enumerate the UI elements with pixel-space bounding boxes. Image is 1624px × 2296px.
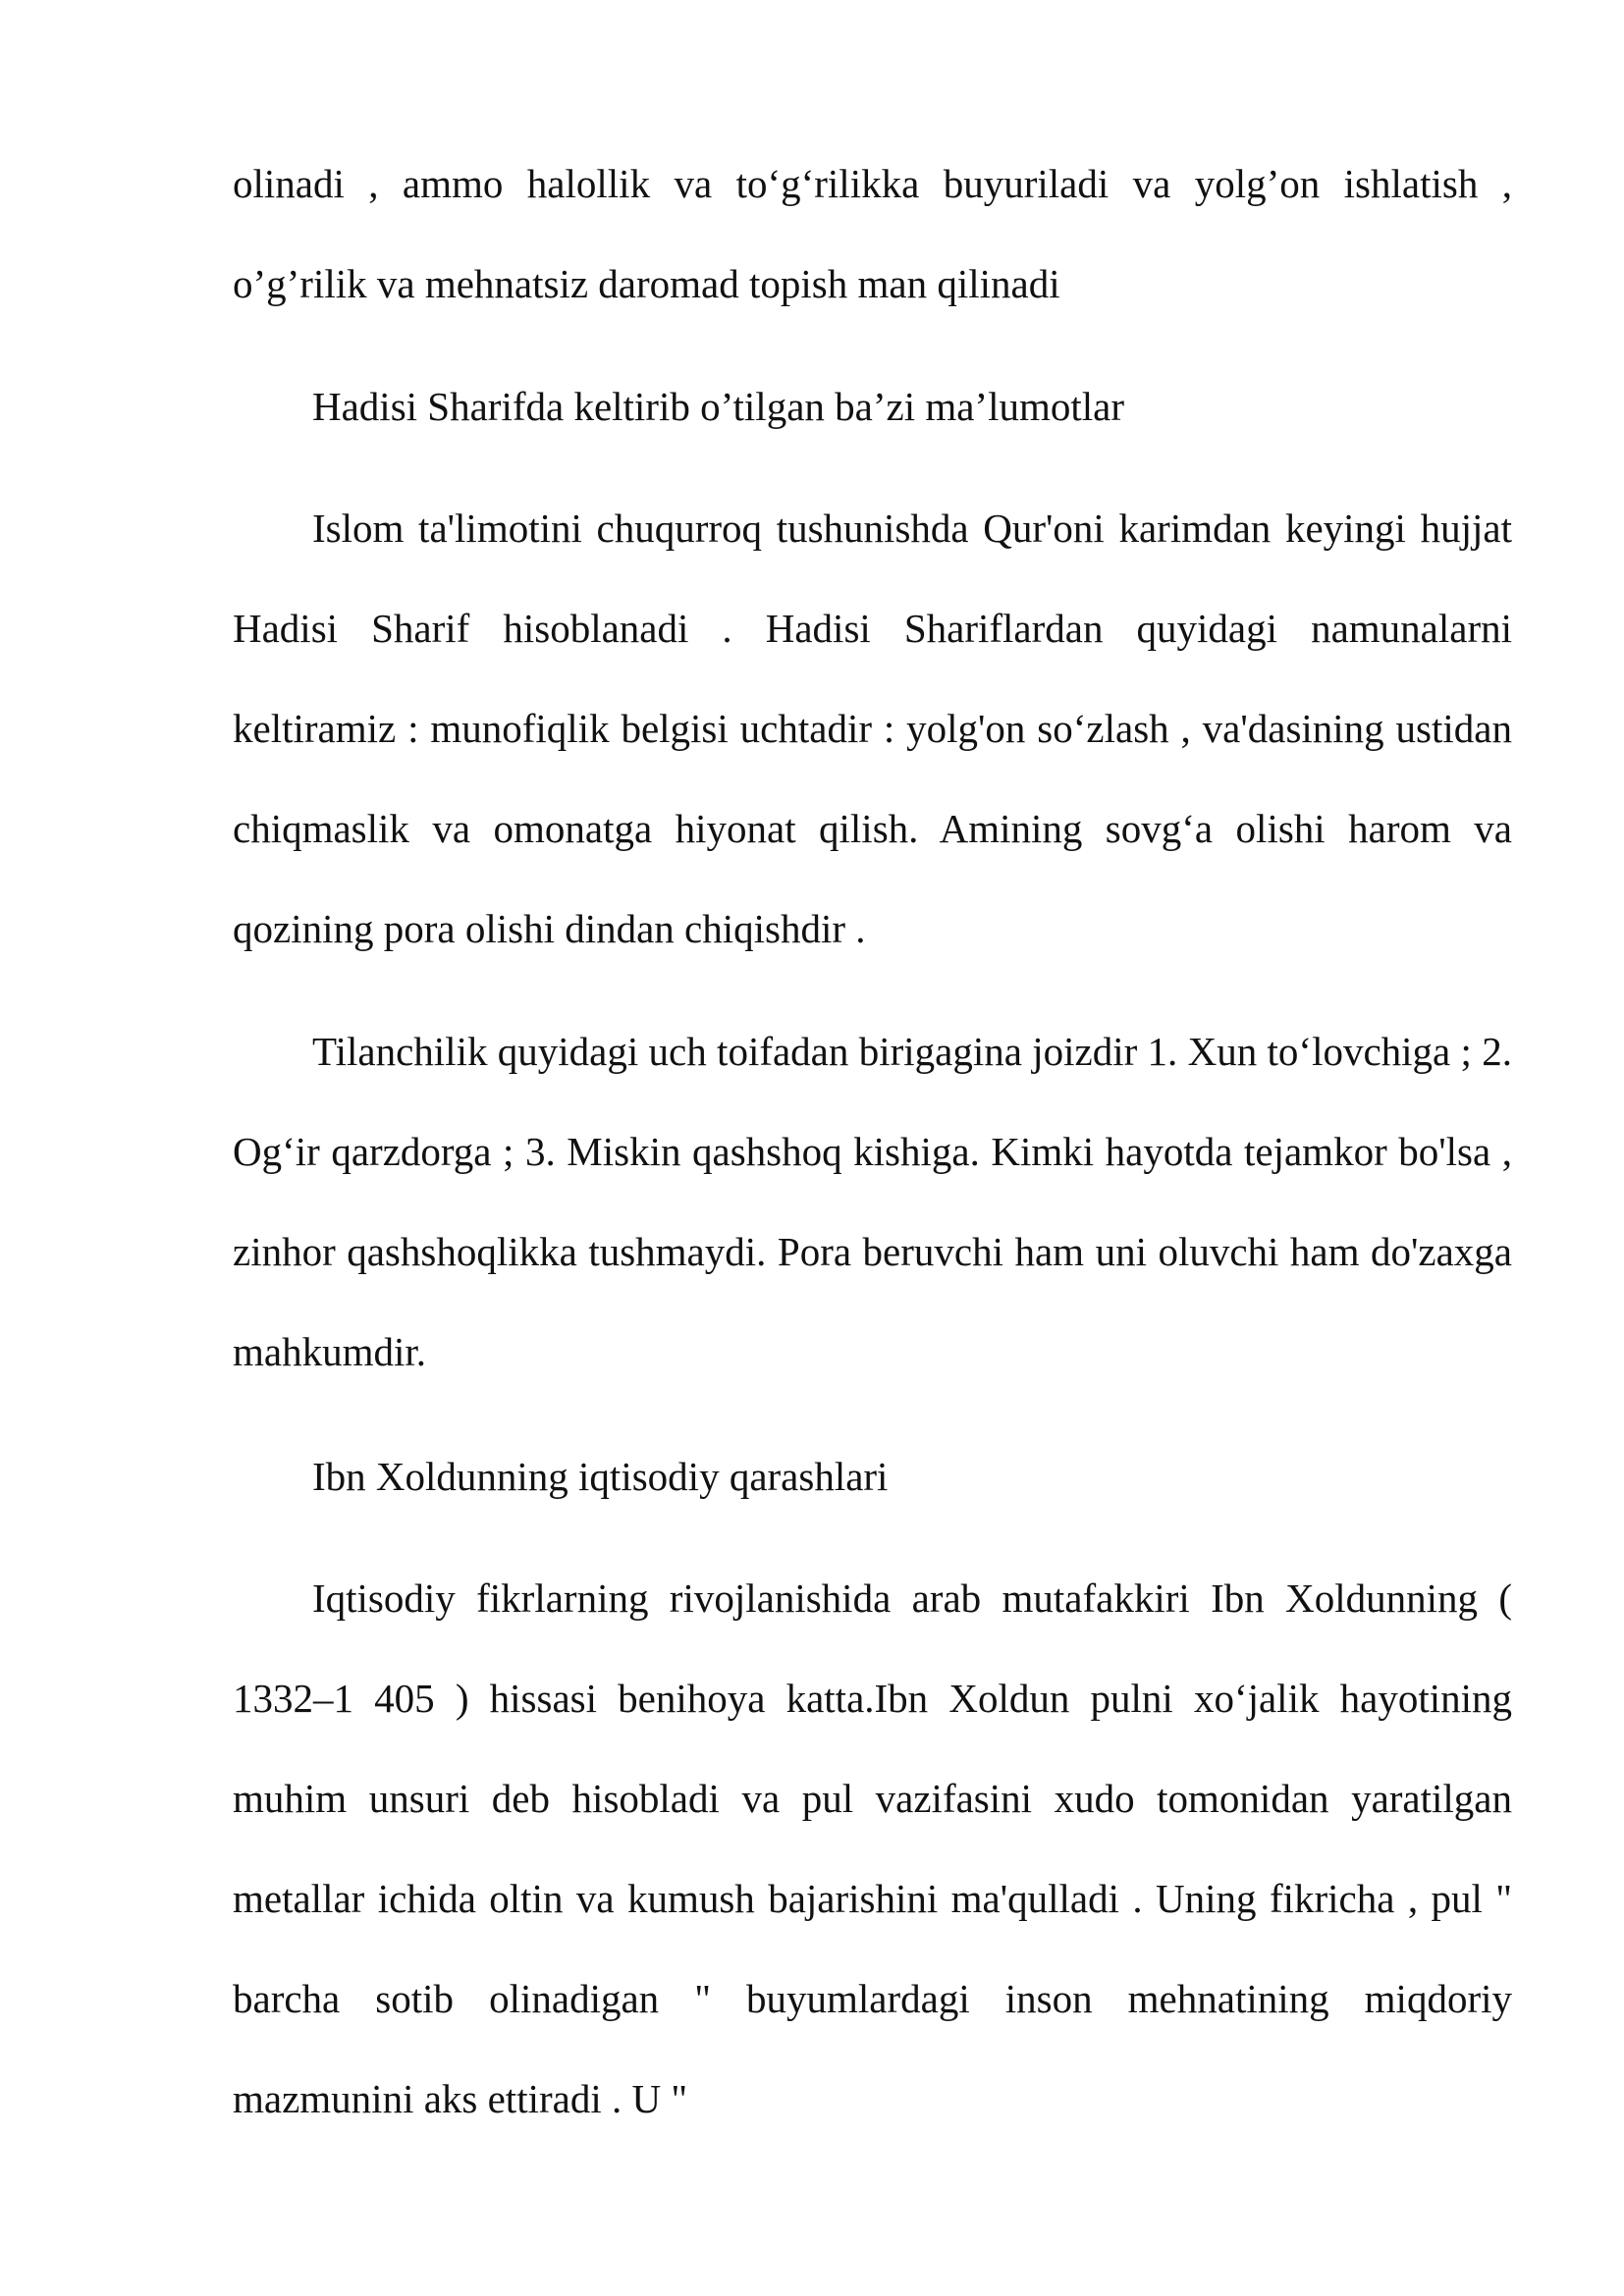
intro-paragraph: olinadi , ammo halollik va to‘g‘rilikka buyuriladi va yolg’on ishlatish , o’g’rilik va mehnatsiz daromad topish man qilinadi: [233, 161, 1512, 306]
hadis-paragraph: Islom ta'limotini chuqurroq tushunishda Qur'oni karimdan keyingi hujjat Hadisi Sharif hisoblanadi . Hadisi Shariflardan quyidagi namunalarni keltiramiz : munofiqlik belgisi uchtadir : yolg'on so‘zlash , va'dasining ustidan chiqmaslik va omonatga hiyonat qilish. Amining sovg‘a olishi harom va qozining pora olishi dindan chiqishdir .: [233, 506, 1512, 951]
hadis-heading: Hadisi Sharifda keltirib o’tilgan ba’zi ma’lumotlar: [312, 384, 1124, 429]
tilanchilik-paragraph: Tilanchilik quyidagi uch toifadan birigagina joizdir 1. Xun to‘lovchiga ; 2. Og‘ir qarzdorga ; 3. Miskin qashshoq kishiga. Kimki hayotda tejamkor bo'lsa , zinhor qashshoqlikka tushmaydi. Pora beruvchi ham uni oluvchi ham do'zaxga mahkumdir.: [233, 1029, 1512, 1374]
ibn-xoldun-heading: Ibn Xoldunning iqtisodiy qarashlari: [312, 1454, 889, 1499]
ibn-xoldun-paragraph: Iqtisodiy fikrlarning rivojlanishida arab mutafakkiri Ibn Xoldunning ( 1332–1 405 ) hissasi benihoya katta.Ibn Xoldun pulni xo‘jalik hayotining muhim unsuri deb hisobladi va pul vazifasini xudo tomonidan yaratilgan metallar ichida oltin va kumush bajarishini ma'qulladi . Uning fikricha , pul " barcha sotib olinadigan " buyumlardagi inson mehnatining miqdoriy mazmunini aks ettiradi . U ": [233, 1575, 1512, 2121]
